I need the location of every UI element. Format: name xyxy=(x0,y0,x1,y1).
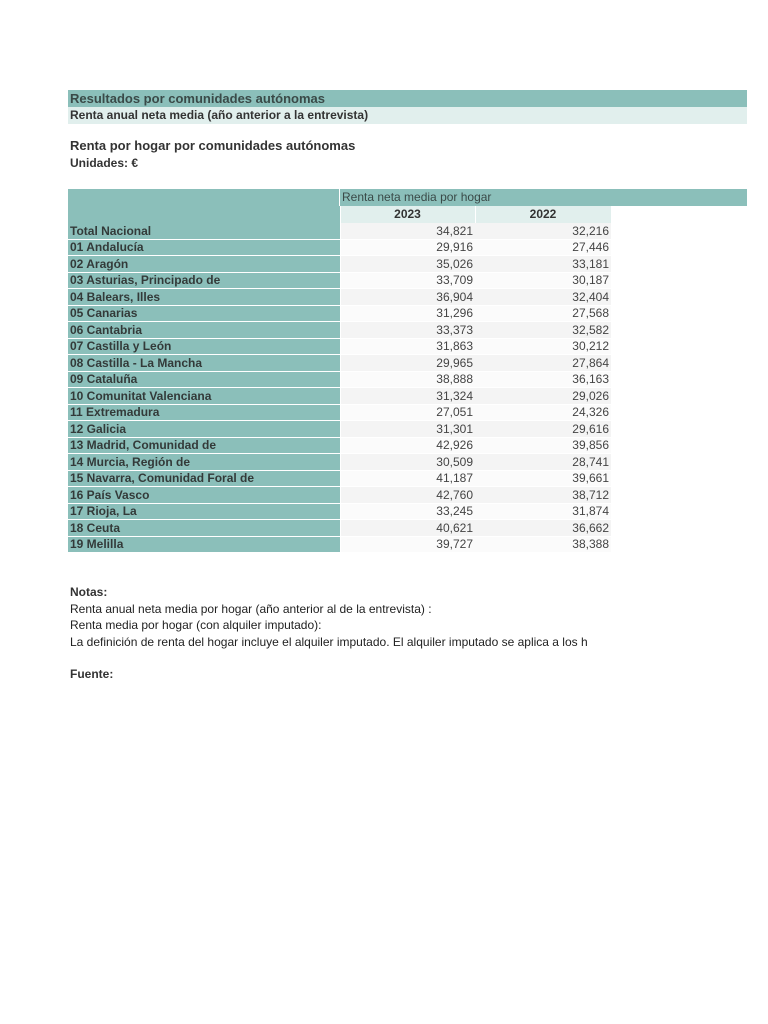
value-2022: 36,163 xyxy=(475,371,611,388)
value-2022: 30,187 xyxy=(475,272,611,289)
region-label: 07 Castilla y León xyxy=(68,338,340,355)
region-label: 17 Rioja, La xyxy=(68,503,340,520)
table-row xyxy=(68,322,611,339)
value-2022: 27,446 xyxy=(475,239,611,256)
value-2022: 36,662 xyxy=(475,520,611,537)
region-label: 06 Cantabria xyxy=(68,322,340,339)
value-2023: 29,916 xyxy=(340,239,475,256)
table-group-header xyxy=(68,189,747,206)
notes-heading: Notas: xyxy=(70,585,108,599)
value-2023: 38,888 xyxy=(340,371,475,388)
table-row xyxy=(68,437,611,454)
table-body xyxy=(68,223,611,553)
table-row xyxy=(68,239,611,256)
region-label: 14 Murcia, Región de xyxy=(68,454,340,471)
region-label: 01 Andalucía xyxy=(68,239,340,256)
region-label: 09 Cataluña xyxy=(68,371,340,388)
value-2022: 27,568 xyxy=(475,305,611,322)
region-label: 15 Navarra, Comunidad Foral de xyxy=(68,470,340,487)
value-2022: 29,026 xyxy=(475,388,611,405)
value-2022: 24,326 xyxy=(475,404,611,421)
source-heading: Fuente: xyxy=(70,667,114,681)
year-header-2023: 2023 xyxy=(340,206,475,223)
year-header-row xyxy=(68,206,611,223)
table-row xyxy=(68,454,611,471)
table-row xyxy=(68,338,611,355)
value-2022: 27,864 xyxy=(475,355,611,372)
value-2022: 32,582 xyxy=(475,322,611,339)
note-line: Renta media por hogar (con alquiler imputado): xyxy=(70,618,322,632)
group-header-label: Renta neta media por hogar xyxy=(342,190,492,204)
table-row xyxy=(68,503,611,520)
value-2023: 42,926 xyxy=(340,437,475,454)
region-label: 18 Ceuta xyxy=(68,520,340,537)
report-subtitle: Renta anual neta media (año anterior a la entrevista) xyxy=(68,107,747,124)
value-2023: 33,245 xyxy=(340,503,475,520)
table-row xyxy=(68,256,611,273)
section-title: Renta por hogar por comunidades autónomas xyxy=(70,138,356,153)
group-header-spacer xyxy=(68,189,340,206)
value-2023: 29,965 xyxy=(340,355,475,372)
region-label: Total Nacional xyxy=(68,223,340,240)
row-label-header xyxy=(68,206,340,223)
value-2022: 29,616 xyxy=(475,421,611,438)
value-2023: 31,863 xyxy=(340,338,475,355)
notes-section xyxy=(70,584,760,650)
region-label: 05 Canarias xyxy=(68,305,340,322)
region-label: 10 Comunitat Valenciana xyxy=(68,388,340,405)
value-2022: 30,212 xyxy=(475,338,611,355)
table-row xyxy=(68,520,611,537)
table-row xyxy=(68,470,611,487)
value-2022: 39,661 xyxy=(475,470,611,487)
table-row xyxy=(68,223,611,240)
table-row xyxy=(68,487,611,504)
value-2022: 38,388 xyxy=(475,536,611,553)
table-row xyxy=(68,305,611,322)
value-2023: 39,727 xyxy=(340,536,475,553)
table-row xyxy=(68,421,611,438)
table-row xyxy=(68,371,611,388)
value-2023: 36,904 xyxy=(340,289,475,306)
region-label: 19 Melilla xyxy=(68,536,340,553)
value-2023: 41,187 xyxy=(340,470,475,487)
region-label: 16 País Vasco xyxy=(68,487,340,504)
value-2023: 33,709 xyxy=(340,272,475,289)
value-2023: 42,760 xyxy=(340,487,475,504)
value-2023: 30,509 xyxy=(340,454,475,471)
year-header-2022: 2022 xyxy=(475,206,611,223)
table-row xyxy=(68,536,611,553)
units-label: Unidades: € xyxy=(70,156,139,170)
value-2023: 31,301 xyxy=(340,421,475,438)
report-title: Resultados por comunidades autónomas xyxy=(68,90,747,107)
note-line: Renta anual neta media por hogar (año anterior al de la entrevista) : xyxy=(70,601,432,616)
value-2023: 35,026 xyxy=(340,256,475,273)
note-line: La definición de renta del hogar incluye el alquiler imputado. El alquiler imputado se aplica a los h xyxy=(70,634,588,649)
region-label: 12 Galicia xyxy=(68,421,340,438)
region-label: 03 Asturias, Principado de xyxy=(68,272,340,289)
value-2022: 33,181 xyxy=(475,256,611,273)
value-2022: 39,856 xyxy=(475,437,611,454)
value-2023: 31,296 xyxy=(340,305,475,322)
value-2022: 32,216 xyxy=(475,223,611,240)
value-2022: 28,741 xyxy=(475,454,611,471)
value-2023: 34,821 xyxy=(340,223,475,240)
region-label: 08 Castilla - La Mancha xyxy=(68,355,340,372)
table-row xyxy=(68,404,611,421)
value-2023: 33,373 xyxy=(340,322,475,339)
table-row xyxy=(68,289,611,306)
region-label: 02 Aragón xyxy=(68,256,340,273)
table-row xyxy=(68,355,611,372)
region-label: 11 Extremadura xyxy=(68,404,340,421)
value-2022: 38,712 xyxy=(475,487,611,504)
value-2022: 31,874 xyxy=(475,503,611,520)
income-table xyxy=(68,206,612,553)
value-2022: 32,404 xyxy=(475,289,611,306)
value-2023: 31,324 xyxy=(340,388,475,405)
region-label: 04 Balears, Illes xyxy=(68,289,340,306)
table-row xyxy=(68,272,611,289)
value-2023: 27,051 xyxy=(340,404,475,421)
region-label: 13 Madrid, Comunidad de xyxy=(68,437,340,454)
value-2023: 40,621 xyxy=(340,520,475,537)
table-row xyxy=(68,388,611,405)
